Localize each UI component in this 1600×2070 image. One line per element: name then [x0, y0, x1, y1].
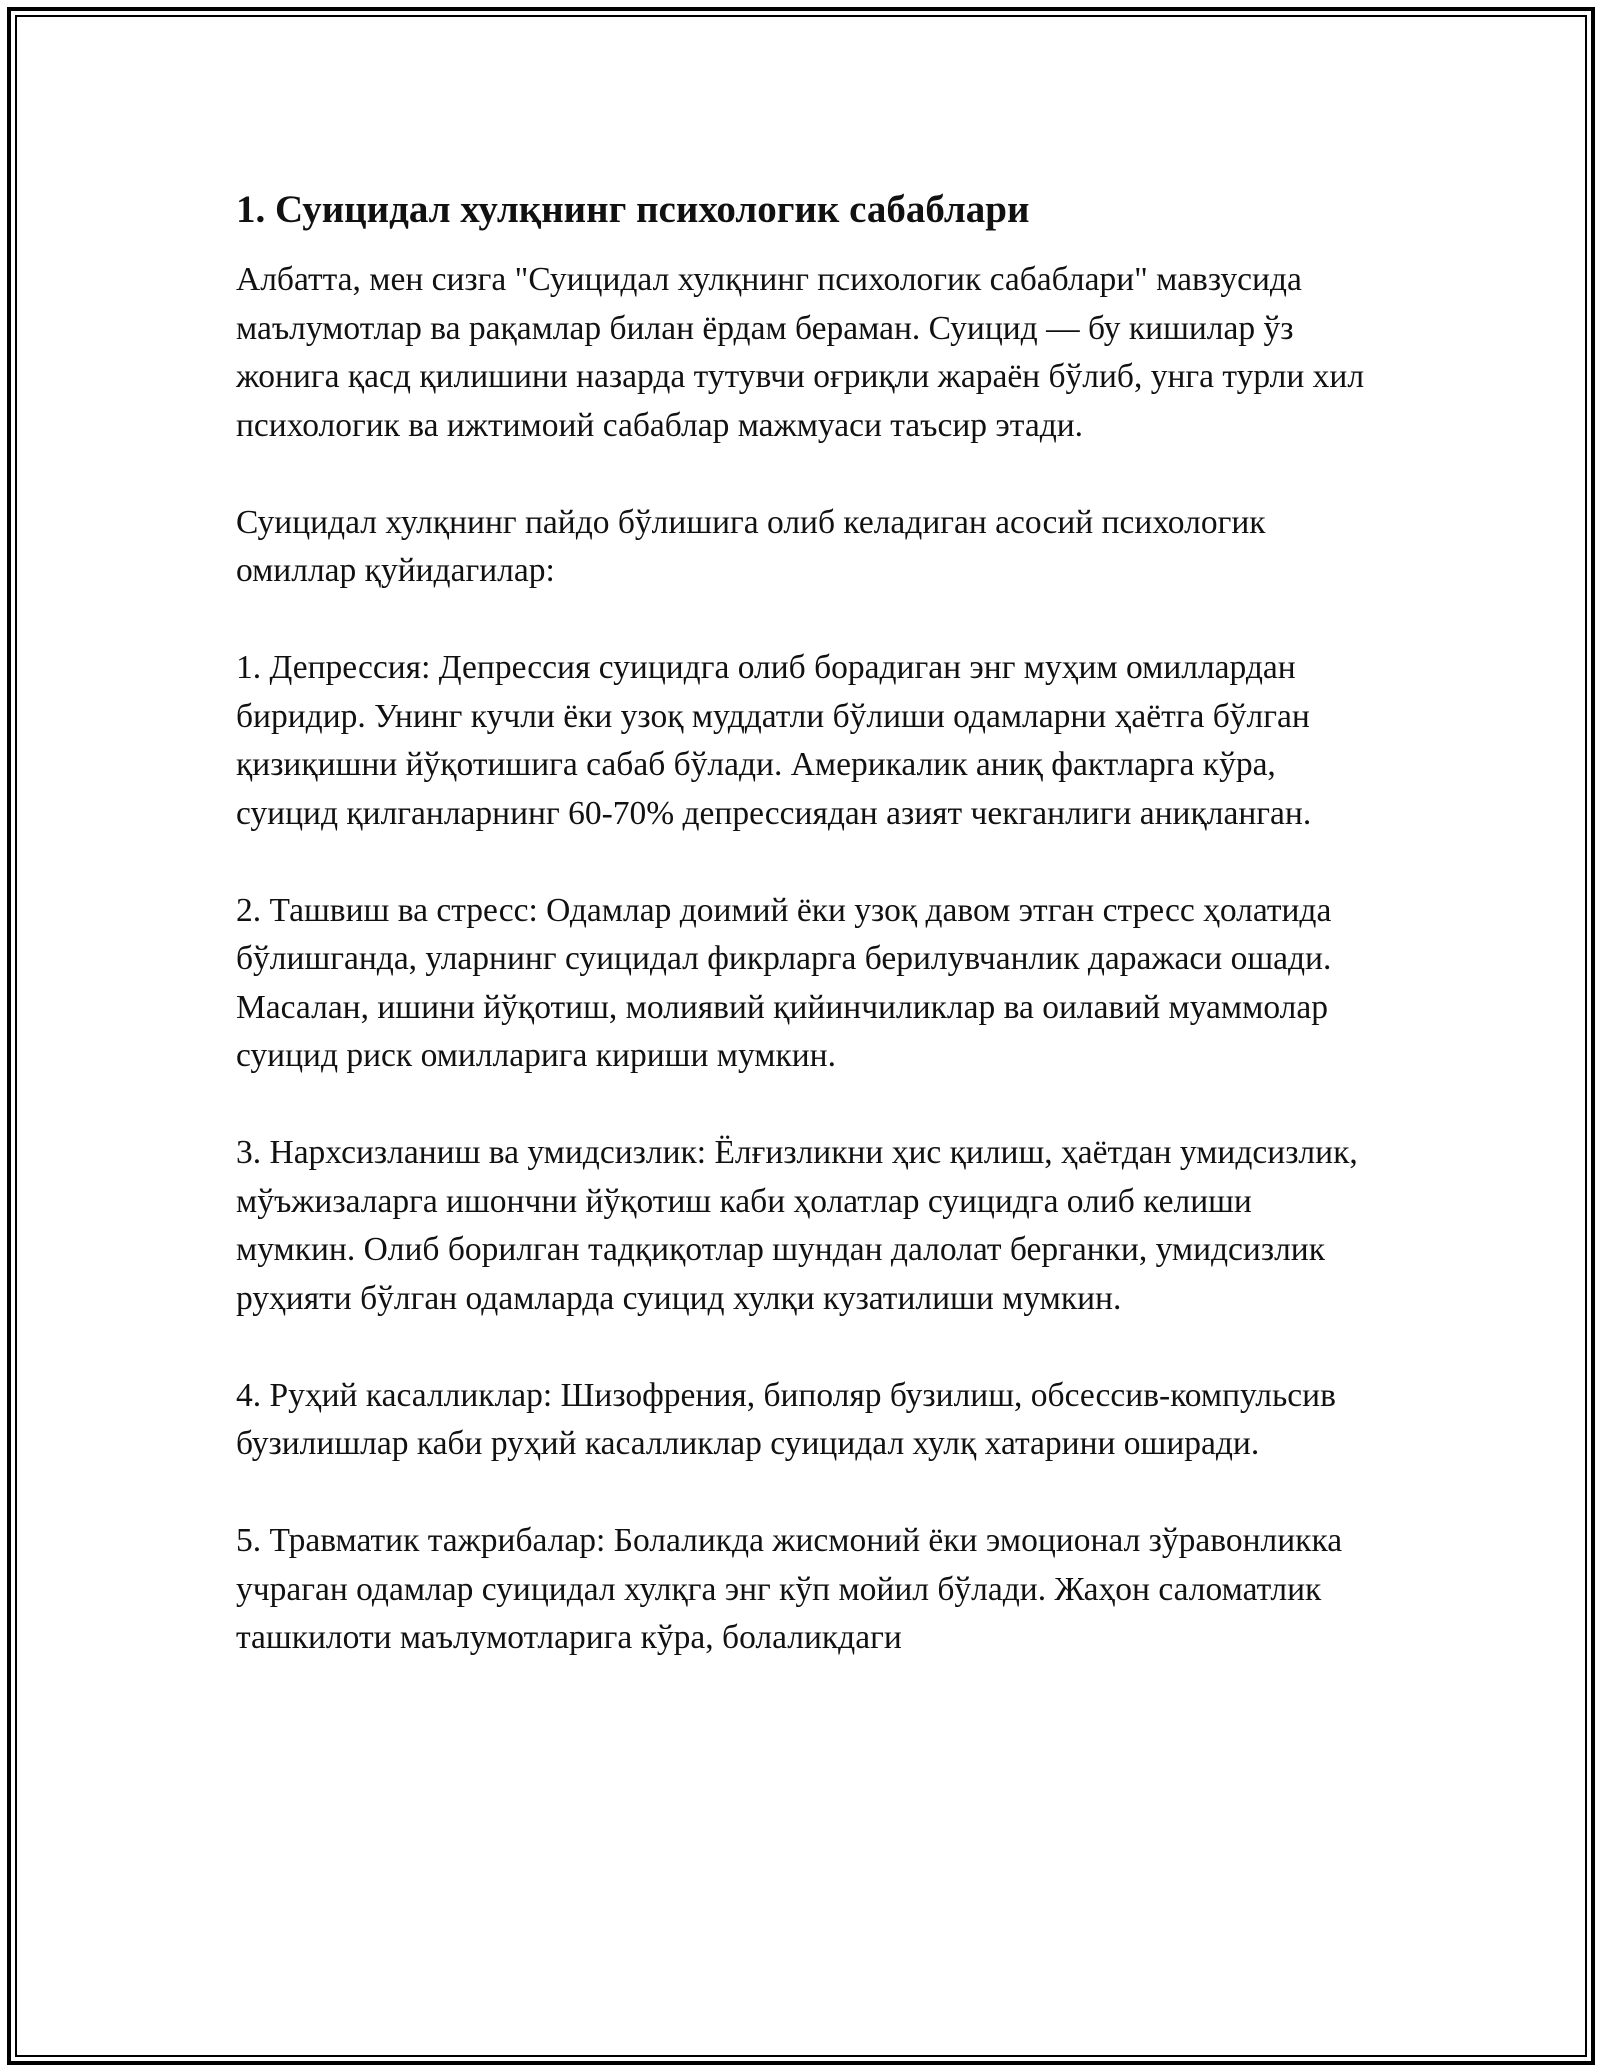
document-title: 1. Суицидал хулқнинг психологик сабаблари	[236, 188, 1030, 231]
paragraph-hopelessness: 3. Нархсизланиш ва умидсизлик: Ёлғизликни ҳис қилиш, ҳаётдан умидсизлик, мўъжизаларга ишончни йўқотиш каби ҳолатлар суицидга олиб келиши мумкин. Олиб борилган тадқиқотлар шундан далолат берганки, умидсизлик руҳияти бўлган одамларда суицид хулқи кузатилиши мумкин.	[236, 1134, 1358, 1317]
document-body	[236, 186, 1366, 1711]
paragraph-factors-intro: Суицидал хулқнинг пайдо бўлишига олиб келадиган асосий психологик омиллар қуйидагилар:	[236, 503, 1266, 589]
paragraph-mental-illness: 4. Руҳий касалликлар: Шизофрения, биполяр бузилиш, обсессив-компульсив бузилишлар каби руҳий касалликлар суицидал хулқ хатарини оширади.	[236, 1376, 1336, 1462]
paragraph-trauma: 5. Травматик тажрибалар: Болаликда жисмоний ёки эмоционал зўравонликка учраган одамлар суицидал хулқга энг кўп мойил бўлади. Жаҳон саломатлик ташкилоти маълумотларига кўра, болаликдаги	[236, 1522, 1343, 1656]
paragraph-intro: Албатта, мен сизга "Суицидал хулқнинг психологик сабаблари" мавзусида маълумотлар ва рақамлар билан ёрдам бераман. Суицид — бу кишилар ўз жонига қасд қилишини назарда тутувчи оғриқли жараён бўлиб, унга турли хил психологик ва ижтимоий сабаблар мажмуаси таъсир этади.	[236, 261, 1365, 444]
paragraph-anxiety-stress: 2. Ташвиш ва стресс: Одамлар доимий ёки узоқ давом этган стресс ҳолатида бўлишганда, уларнинг суицидал фикрларга берилувчанлик даражаси ошади. Масалан, ишини йўқотиш, молиявий қийинчиликлар ва оилавий муаммолар суицид риск омилларига кириши мумкин.	[236, 891, 1332, 1074]
paragraph-depression: 1. Депрессия: Депрессия суицидга олиб борадиган энг муҳим омиллардан биридир. Унинг кучли ёки узоқ муддатли бўлиши одамларни ҳаётга бўлган қизиқишни йўқотишига сабаб бўлади. Америкалик аниқ фактларга кўра, суицид қилганларнинг 60-70% депрессиядан азият чекганлиги аниқланган.	[236, 649, 1312, 832]
